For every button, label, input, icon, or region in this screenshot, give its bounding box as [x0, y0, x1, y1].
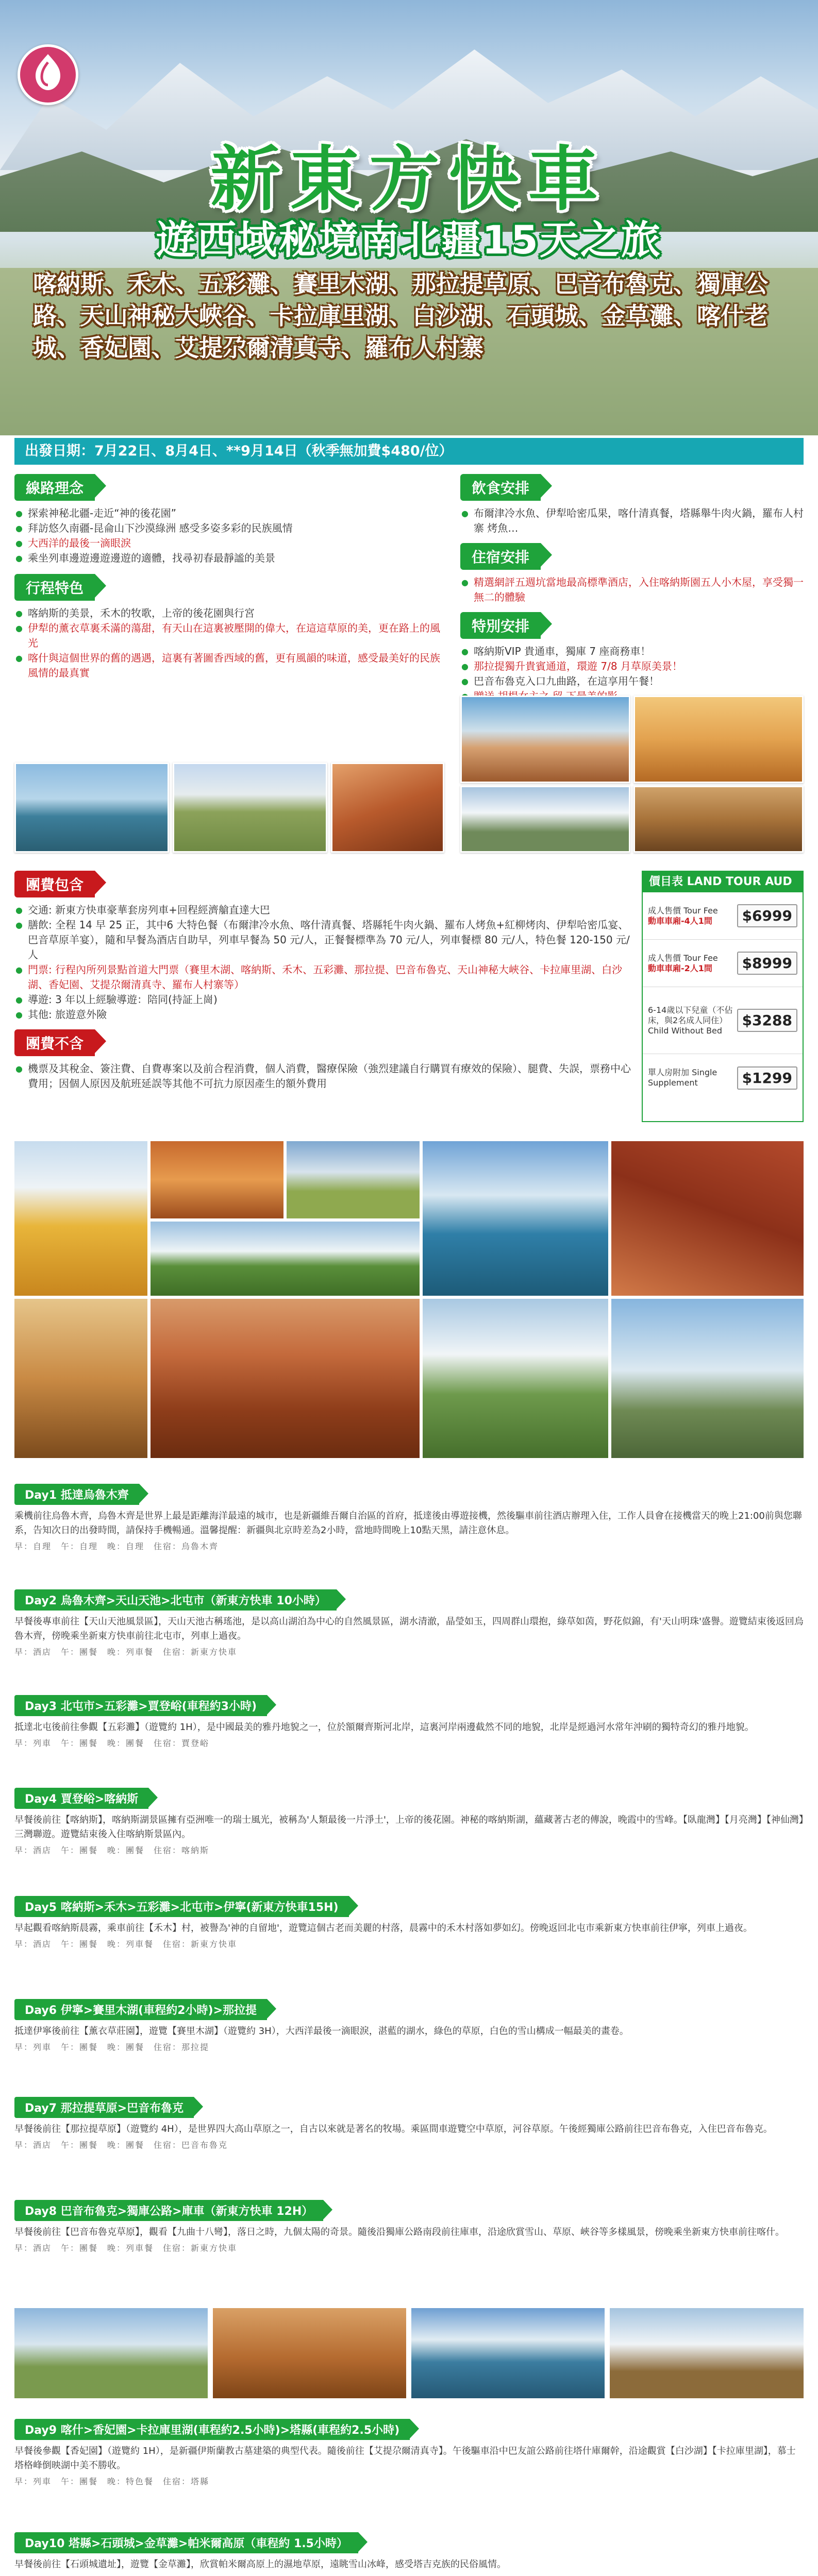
itinerary-day: [14, 2419, 804, 2487]
places-list: 喀納斯、禾木、五彩灘、賽里木湖、那拉提草原、巴音布魯克、獨庫公路、天山神秘大峽谷、卡拉庫里湖、白沙湖、石頭城、金草灘、喀什老城、香妃園、艾提尕爾清真寺、羅布人村寨: [33, 270, 768, 362]
itinerary-day: [14, 1589, 804, 1657]
itinerary-day: [14, 1999, 804, 2053]
day-text: 乘機前往烏魯木齊，烏魯木齊是世界上最是距離海洋最遠的城市，也是新疆維吾爾自治區的首府，抵達後由導遊接機，然後驅車前往酒店辦理入住，工作人員會在接機當天的晚上21:00前與您聯系，告知次日的出發時間，請保持手機暢通。溫馨提醒：新疆與北京時差為2小時，當地時間晚上10點天黑，請注意休息。: [14, 1511, 802, 1536]
gallery-photo: [151, 1299, 420, 1458]
itinerary-day: [14, 2097, 804, 2150]
highlights-heading: 行程特色: [14, 574, 95, 601]
gallery-photo: [423, 1299, 608, 1458]
excluded-item: ● 機票及其稅金、簽注費、自費專案以及前合程消費，個人消費，醫療保險（強烈建議自行購買有療效的保險）、腿費、失誤，票務中心費用；因個人原因及航班延誤等其他不可抗力原因產生的額外費用: [14, 1061, 638, 1091]
price-value: $3288: [737, 1009, 797, 1032]
included-list: [14, 903, 638, 1022]
included-item: ● 交通: 新東方快車豪華套房列車+回程經濟艙直達大巴: [14, 903, 638, 918]
day-text: 抵達伊寧後前往【薰衣草莊園】，遊覽【賽里木湖】（遊覽約 3H），大西洋最後一滴眼淚，湛藍的湖水，綠色的草原，白色的雪山構成一幅最美的畫卷。: [14, 2026, 629, 2037]
day-meals: 早：自理 午：自理 晚：自理 住宿：烏魯木齊: [14, 1541, 219, 1551]
day-meals: 早：酒店 午：團餐 晚：團餐 住宿：喀納斯: [14, 1845, 210, 1855]
page-subtitle: 遊西域秘境南北疆15天之旅: [156, 217, 662, 263]
price-table: [642, 871, 804, 1122]
food-list: [460, 506, 804, 536]
price-value: $1299: [737, 1066, 797, 1090]
excluded-list: [14, 1061, 638, 1091]
page-title: 新東方快車: [210, 139, 608, 221]
day-text: 早餐後專車前往【天山天池風景區】，天山天池古稱瑤池，是以高山湖泊為中心的自然風景區，湖水清澈，晶瑩如玉，四周群山環抱，綠草如茵，野花似錦，有'天山明珠'盛譽。遊覽結束後返回烏魯木齊，傍晚乘坐新東方快車前往北屯市，列車上過夜。: [14, 1616, 804, 1641]
price-row: [643, 987, 803, 1054]
route-concept-list: [14, 506, 445, 566]
price-row: [643, 940, 803, 987]
special-item: ● 喀納斯VIP 貴通車，獨庫 7 座商務車！: [460, 644, 804, 659]
food-heading: 飲食安排: [460, 474, 541, 501]
day-heading: Day6 伊寧>賽里木湖(車程約2小時)>那拉提: [14, 1999, 267, 2020]
price-label: 6-14歲以下兒童（不佔床，與2名成人同住）Child Without Bed: [648, 1005, 733, 1036]
day-heading: Day3 北屯市>五彩灘>賈登峪(車程約3小時): [14, 1695, 267, 1716]
itinerary-photo: [213, 2308, 406, 2398]
day-meals: 早：酒店 午：團餐 晚：列車餐 住宿：新東方快車: [14, 2243, 238, 2253]
day-text: 抵達北屯後前往參觀【五彩灘】（遊覽約 1H），是中國最美的雅丹地貌之一，位於額爾齊斯河北岸，這裏河岸兩邊截然不同的地貌，北岸是經過河水常年沖刷的獨特奇幻的雅丹地貌。: [14, 1722, 754, 1733]
itinerary-day: [14, 2200, 804, 2253]
gallery-photo: [611, 1299, 804, 1458]
brand-logo-icon: [18, 44, 78, 105]
highlight-item: ● 喀什與這個世界的舊的遇遇，這裏有著圖香西域的舊，更有風韻的味道，感受最美好的民族風情的最真實: [14, 651, 445, 681]
route-item: ● 乘坐列車邊遊邊遊邊遊的適體，找尋初春最靜謐的美景: [14, 551, 445, 566]
photo-grassland: [173, 762, 327, 853]
stay-item: ● 精選網評五週坑當地最高標準酒店，入住喀納斯園五人小木屋，享受獨一無二的體驗: [460, 575, 804, 605]
itinerary-day: [14, 1896, 804, 1950]
gallery-photo: [151, 1222, 420, 1296]
day-heading: Day1 抵達烏魯木齊: [14, 1484, 139, 1505]
price-table-header: 價目表 LAND TOUR AUD: [643, 872, 803, 892]
price-row: [643, 1054, 803, 1101]
gallery-photo: [14, 1141, 147, 1296]
gallery-photo: [14, 1299, 147, 1458]
itinerary-photo: [14, 2308, 208, 2398]
day-meals: 早：酒店 午：團餐 晚：團餐 住宿：巴音布魯克: [14, 2140, 228, 2150]
route-item: ● 大西洋的最後一滴眼淚: [14, 536, 445, 551]
itinerary-photo: [411, 2308, 605, 2398]
itinerary-day: [14, 1788, 804, 1856]
day-heading: Day5 喀納斯>禾木>五彩灘>北屯市>伊寧(新東方快車15H): [14, 1896, 349, 1917]
highlight-item: ● 伊犁的薰衣草裏禾滿的蕩甜，有天山在這裏被壓開的偉大，在這這草原的美，更在路上的風光: [14, 621, 445, 651]
gallery-photo: [151, 1141, 283, 1218]
itinerary-photo: [610, 2308, 804, 2398]
photo-lake: [14, 762, 169, 853]
day-heading: Day7 那拉提草原>巴音布魯克: [14, 2097, 194, 2118]
highlights-list: [14, 606, 445, 681]
stay-list: [460, 575, 804, 605]
fees-panel: [14, 871, 638, 1113]
special-item: ● 巴音布魯克入口九曲路，在這享用午餐！: [460, 674, 804, 689]
price-tag: 動車車廂-4人1間: [648, 916, 712, 926]
day-meals: 早：列車 午：團餐 晚：特色餐 住宿：塔縣: [14, 2477, 210, 2486]
departure-dates-bar: 出發日期：7月22日、8月4日、**9月14日（秋季無加費$480/位）: [14, 438, 804, 465]
day-heading: Day4 賈登峪>喀納斯: [14, 1788, 148, 1809]
included-heading: 團費包含: [14, 871, 95, 897]
features-left: [14, 474, 445, 762]
day-heading: Day9 喀什>香妃園>卡拉庫里湖(車程約2.5小時)>塔縣(車程約2.5小時): [14, 2419, 410, 2440]
special-heading: 特別安排: [460, 612, 541, 639]
special-list: [460, 644, 804, 704]
included-item: ● 其他: 旅遊意外險: [14, 1007, 638, 1022]
hero-banner: [0, 0, 818, 435]
day-text: 早餐後前往【巴音布魯克草原】，觀看【九曲十八彎】，落日之時，九個太陽的奇景。隨後沿獨庫公路南段前往庫車，沿途欣賞雪山、草原、峽谷等多樣風景，傍晚乘坐新東方快車前往喀什。: [14, 2227, 784, 2238]
price-label: 成人售價 Tour Fee: [648, 953, 718, 963]
price-label: 單人房附加 Single Supplement: [648, 1067, 717, 1088]
price-value: $6999: [737, 904, 797, 927]
gallery-photo: [611, 1141, 804, 1296]
day-meals: 早：酒店 午：團餐 晚：列車餐 住宿：新東方快車: [14, 1939, 238, 1949]
photo-snow-peak: [460, 786, 630, 853]
price-value: $8999: [737, 952, 797, 975]
day-text: 早餐後前往【石頭城遺址】，遊覽【金草灘】，欣賞帕米爾高原上的濕地草原，遠眺雪山冰峰，感受塔吉克族的民俗風情。: [14, 2559, 506, 2570]
day-meals: 早：酒店 午：團餐 晚：列車餐 住宿：新東方快車: [14, 1647, 238, 1657]
day-meals: 早：列車 午：團餐 晚：團餐 住宿：那拉提: [14, 2042, 210, 2052]
special-item: ● 那拉提獨升貴賓通道，環遊 7/8 月草原美景！: [460, 659, 804, 674]
gallery-photo: [287, 1141, 420, 1218]
photo-village: [633, 786, 804, 853]
day-heading: Day8 巴音布魯克>獨庫公路>庫車（新東方快車 12H）: [14, 2200, 323, 2221]
photo-canyon: [331, 762, 444, 853]
route-item: ● 拜訪悠久南疆-昆侖山下沙漠綠洲 感受多姿多彩的民族風情: [14, 521, 445, 536]
itinerary-day: [14, 1484, 804, 1552]
day-text: 早起觀看喀納斯晨霧，乘車前往【禾木】村，被譽為'神的自留地'，遊覽這個古老而美麗的村落，晨霧中的禾木村落如夢如幻。傍晚返回北屯市乘新東方快車前往伊寧，列車上過夜。: [14, 1923, 753, 1934]
day-text: 早餐後參觀【香妃園】（遊覽約 1H），是新疆伊斯蘭教古墓建築的典型代表。隨後前往【艾提尕爾清真寺】。午後驅車沿中巴友誼公路前往塔什庫爾幹，沿途觀賞【白沙湖】【卡拉庫里湖】，慕士塔格峰倒映湖中美不勝收。: [14, 2446, 796, 2471]
included-item: ● 膳飲: 全程 14 早 25 正，其中6 大特色餐（布爾津冷水魚、喀什清真餐、塔縣牦牛肉火鍋、羅布人烤魚+紅柳烤肉、伊犁哈密瓜宴、巴音草原羊宴），隨和早餐為酒店自助早，列車早餐為 50 元/人，正餐餐標準為 70 元/人，列車餐標 80 元/人，特色餐 120-150 元/人: [14, 918, 638, 962]
itinerary-day: [14, 1695, 804, 1749]
included-item: ● 門票: 行程內所列景點首道大門票（賽里木湖、喀納斯、禾木、五彩灘、那拉提、巴音布魯克、天山神秘大峽谷、卡拉庫里湖、白沙湖、香妃園、艾提尕爾清真寺、羅布人村寨等）: [14, 962, 638, 992]
day-meals: [14, 2574, 804, 2576]
photo-desert: [633, 696, 804, 783]
day-meals: 早：列車 午：團餐 晚：團餐 住宿：賈登峪: [14, 1738, 210, 1748]
price-tag: 動車車廂-2人1間: [648, 963, 712, 973]
food-item: ● 布爾津冷水魚、伊犁哈密瓜果，喀什清真餐，塔縣舉牛肉火鍋，羅布人村寨 烤魚…: [460, 506, 804, 536]
excluded-heading: 團費不含: [14, 1029, 95, 1056]
gallery-photo: [423, 1141, 608, 1296]
photo-train: [460, 696, 630, 783]
stay-heading: 住宿安排: [460, 543, 541, 570]
route-concept-heading: 線路理念: [14, 474, 95, 501]
included-item: ● 導遊: 3 年以上經驗導遊：陪同(持証上崗): [14, 992, 638, 1007]
route-item: ● 探索神秘北疆-走近“神的後花園”: [14, 506, 445, 521]
price-row: [643, 892, 803, 940]
day-text: 早餐後前往【喀納斯】，喀納斯湖景區擁有亞洲唯一的瑞士風光，被稱為'人類最後一片淨土'，上帝的後花園。神秘的喀納斯湖，蘊藏著古老的傳說，晚霞中的雪峰。【臥龍灣】【月亮灣】【神仙灣】三灣聯遊。遊覽結束後入住喀納斯景區內。: [14, 1815, 804, 1840]
day-text: 早餐後前往【那拉提草原】（遊覽約 4H），是世界四大高山草原之一，自古以來就是著名的牧場。乘區間車遊覽空中草原，河谷草原。午後經獨庫公路前往巴音布魯克，入住巴音布魯克。: [14, 2124, 773, 2134]
price-label: 成人售價 Tour Fee: [648, 905, 718, 916]
photo-gallery: [14, 1141, 804, 1458]
itinerary-day: [14, 2532, 804, 2576]
day-heading: Day2 烏魯木齊>天山天池>北屯市（新東方快車 10小時）: [14, 1589, 337, 1611]
highlight-item: ● 喀納斯的美景，禾木的牧歌，上帝的後花園與行宮: [14, 606, 445, 621]
day-heading: Day10 塔縣>石頭城>金草灘>帕米爾高原（車程約 1.5小時）: [14, 2532, 358, 2553]
